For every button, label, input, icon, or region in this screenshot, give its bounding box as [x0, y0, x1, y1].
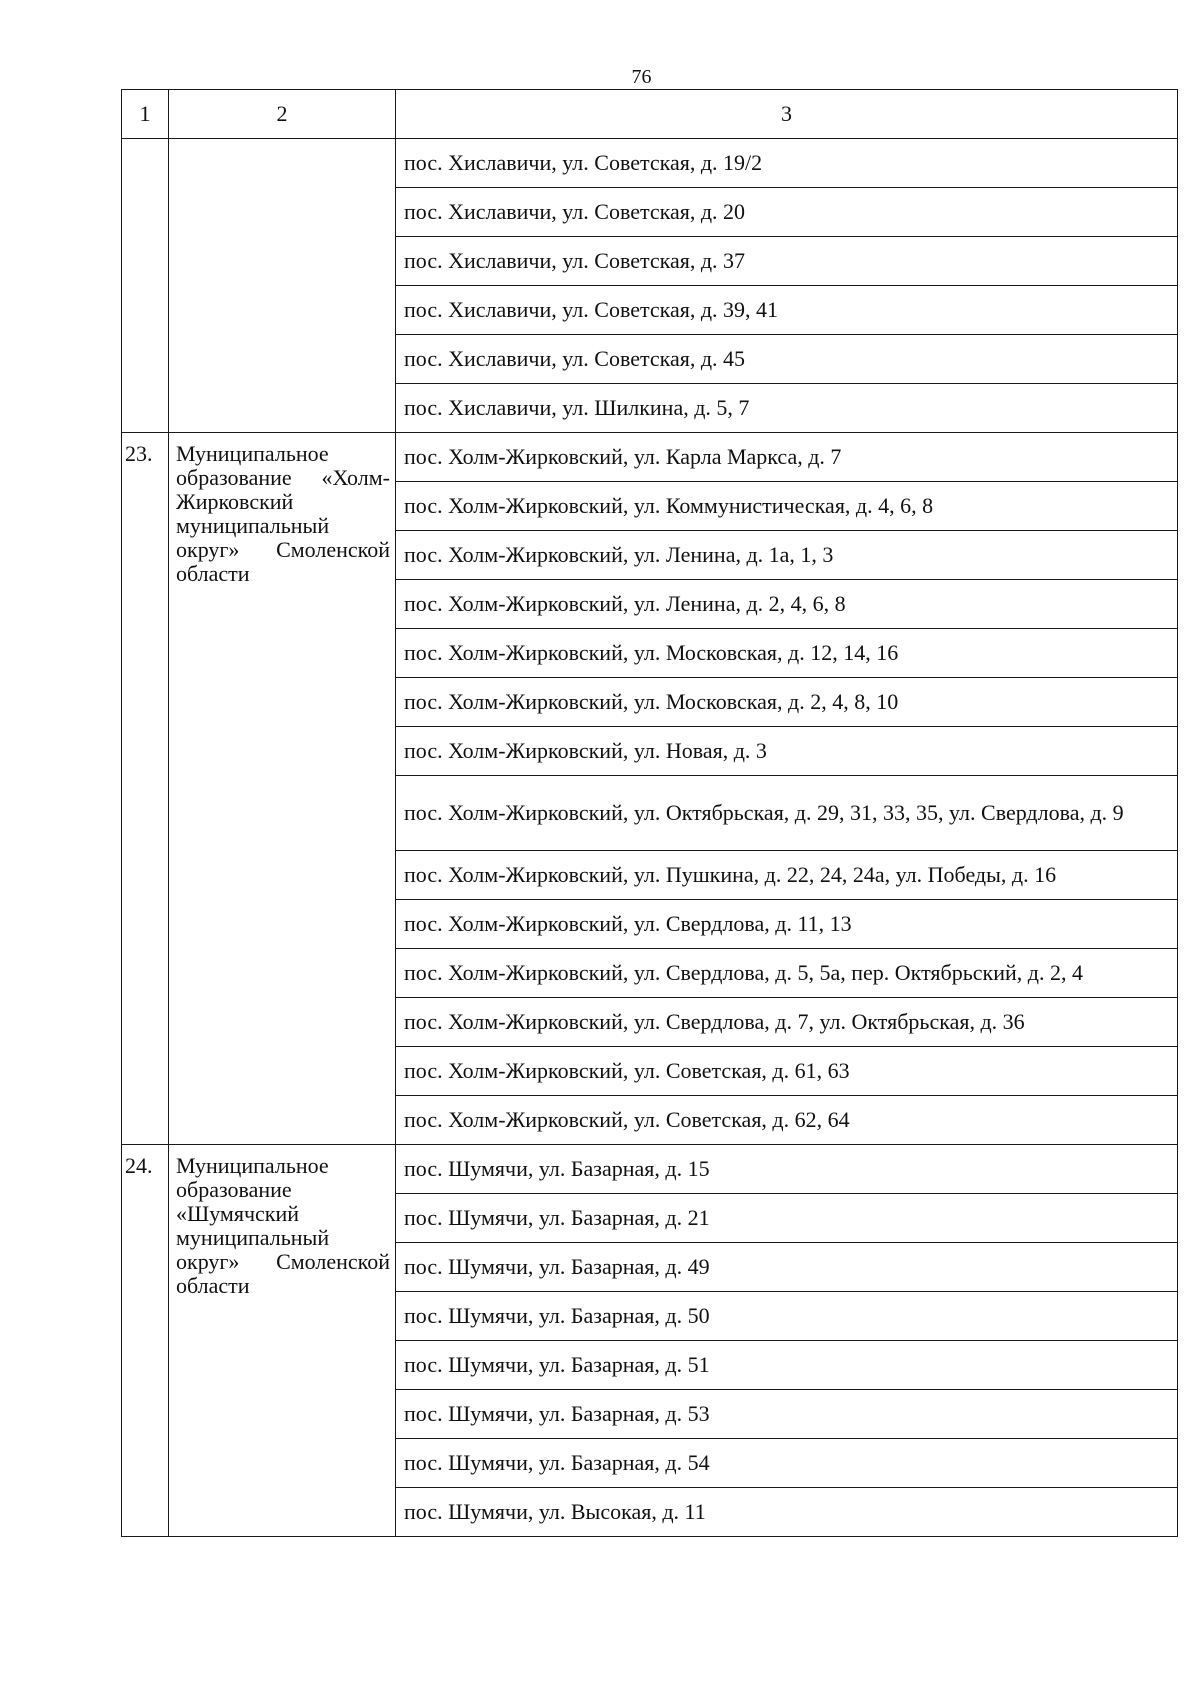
address-cell: пос. Холм-Жирковский, ул. Московская, д. 12, 14, 16 — [396, 629, 1178, 678]
address-cell: пос. Шумячи, ул. Базарная, д. 15 — [396, 1145, 1178, 1194]
row-number — [122, 139, 169, 433]
address-cell: пос. Хиславичи, ул. Советская, д. 20 — [396, 188, 1178, 237]
municipality-name: Муниципальное образование «Шумячский муниципальный округ» Смоленской области — [169, 1145, 396, 1537]
addresses-table — [121, 89, 1178, 1537]
header-col-2: 2 — [169, 90, 396, 139]
address-cell: пос. Шумячи, ул. Базарная, д. 54 — [396, 1439, 1178, 1488]
address-cell: пос. Холм-Жирковский, ул. Свердлова, д. 11, 13 — [396, 900, 1178, 949]
address-cell: пос. Шумячи, ул. Высокая, д. 11 — [396, 1488, 1178, 1537]
address-cell: пос. Холм-Жирковский, ул. Ленина, д. 2, 4, 6, 8 — [396, 580, 1178, 629]
address-cell: пос. Холм-Жирковский, ул. Советская, д. 62, 64 — [396, 1096, 1178, 1145]
table-row — [122, 1145, 1178, 1194]
table-row — [122, 139, 1178, 188]
page-number: 76 — [631, 66, 652, 88]
row-number: 23. — [122, 433, 169, 1145]
municipality-name: Муниципальное образование «Холм-Жирковский муниципальный округ» Смоленской области — [169, 433, 396, 1145]
address-cell: пос. Холм-Жирковский, ул. Московская, д. 2, 4, 8, 10 — [396, 678, 1178, 727]
address-cell: пос. Хиславичи, ул. Советская, д. 45 — [396, 335, 1178, 384]
address-cell: пос. Шумячи, ул. Базарная, д. 21 — [396, 1194, 1178, 1243]
table-row — [122, 433, 1178, 482]
address-cell: пос. Шумячи, ул. Базарная, д. 50 — [396, 1292, 1178, 1341]
address-cell: пос. Холм-Жирковский, ул. Карла Маркса, д. 7 — [396, 433, 1178, 482]
address-cell: пос. Холм-Жирковский, ул. Свердлова, д. 5, 5а, пер. Октябрьский, д. 2, 4 — [396, 949, 1178, 998]
address-cell: пос. Холм-Жирковский, ул. Октябрьская, д. 29, 31, 33, 35, ул. Свердлова, д. 9 — [396, 776, 1178, 851]
address-cell: пос. Холм-Жирковский, ул. Ленина, д. 1а, 1, 3 — [396, 531, 1178, 580]
table-header-row — [122, 90, 1178, 139]
address-cell: пос. Хиславичи, ул. Советская, д. 39, 41 — [396, 286, 1178, 335]
address-cell: пос. Хиславичи, ул. Шилкина, д. 5, 7 — [396, 384, 1178, 433]
address-cell: пос. Холм-Жирковский, ул. Коммунистическая, д. 4, 6, 8 — [396, 482, 1178, 531]
address-cell: пос. Холм-Жирковский, ул. Пушкина, д. 22, 24, 24а, ул. Победы, д. 16 — [396, 851, 1178, 900]
address-cell: пос. Шумячи, ул. Базарная, д. 51 — [396, 1341, 1178, 1390]
address-cell: пос. Хиславичи, ул. Советская, д. 19/2 — [396, 139, 1178, 188]
row-number: 24. — [122, 1145, 169, 1537]
address-cell: пос. Шумячи, ул. Базарная, д. 53 — [396, 1390, 1178, 1439]
header-col-1: 1 — [122, 90, 169, 139]
municipality-name — [169, 139, 396, 433]
address-cell: пос. Шумячи, ул. Базарная, д. 49 — [396, 1243, 1178, 1292]
header-col-3: 3 — [396, 90, 1178, 139]
address-cell: пос. Холм-Жирковский, ул. Советская, д. 61, 63 — [396, 1047, 1178, 1096]
address-cell: пос. Хиславичи, ул. Советская, д. 37 — [396, 237, 1178, 286]
address-cell: пос. Холм-Жирковский, ул. Свердлова, д. 7, ул. Октябрьская, д. 36 — [396, 998, 1178, 1047]
address-cell: пос. Холм-Жирковский, ул. Новая, д. 3 — [396, 727, 1178, 776]
